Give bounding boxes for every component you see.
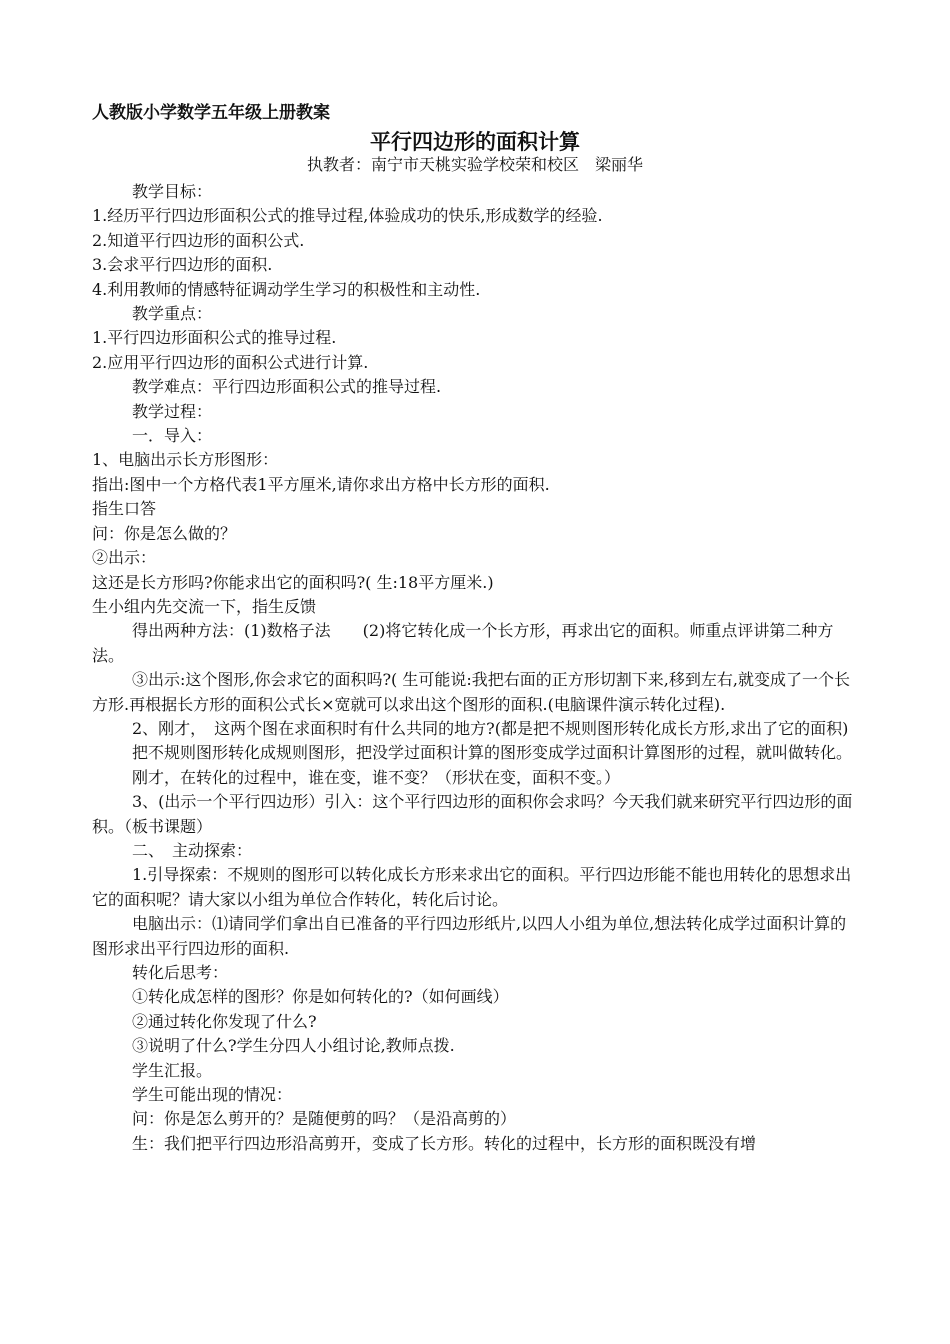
paragraph: 2、刚才， 这两个图在求面积时有什么共同的地方?(都是把不规则图形转化成长方形,求出了它的面积) [132, 718, 849, 738]
paragraph: ③说明了什么?学生分四人小组讨论,教师点拨. [132, 1036, 455, 1056]
paragraph: 指生口答 [92, 499, 157, 519]
paragraph: 3.会求平行四边形的面积. [92, 255, 273, 275]
paragraph: 指出:图中一个方格代表1平方厘米,请你求出方格中长方形的面积. [92, 474, 550, 494]
paragraph: 得出两种方法：(1)数格子法 (2)将它转化成一个长方形，再求出它的面积。师重点评讲第二种方法。 [92, 621, 834, 665]
paragraph: 1、电脑出示长方形图形： [92, 450, 279, 470]
paragraph: 学生汇报。 [132, 1060, 213, 1080]
paragraph: 教学难点：平行四边形面积公式的推导过程. [132, 377, 442, 397]
paragraph: 生小组内先交流一下，指生反馈 [92, 596, 317, 616]
paragraph: 问：你是怎么做的？ [92, 523, 237, 543]
paragraph: ②出示： [92, 548, 157, 568]
paragraph: 2.知道平行四边形的面积公式. [92, 230, 305, 250]
document-title: 平行四边形的面积计算 [370, 130, 580, 154]
paragraph: 把不规则图形转化成规则图形，把没学过面积计算的图形变成学过面积计算图形的过程，就叫做转化。 [132, 743, 853, 763]
paragraph: 教学重点： [132, 304, 213, 324]
paragraph: 教学过程： [132, 401, 213, 421]
paragraph: 3、(出示一个平行四边形）引入：这个平行四边形的面积你会求吗？今天我们就来研究平行四边形的面积。（板书课题） [92, 792, 853, 836]
paragraph: 4.利用教师的情感特征调动学生学习的积极性和主动性. [92, 279, 481, 299]
paragraph: 1.引导探索：不规则的图形可以转化成长方形来求出它的面积。平行四边形能不能也用转化的思想求出它的面积呢？请大家以小组为单位合作转化，转化后讨论。 [92, 865, 852, 909]
paragraph: 这还是长方形吗?你能求出它的面积吗?( 生:18平方厘米.) [92, 572, 494, 592]
paragraph: ③出示:这个图形,你会求它的面积吗?( 生可能说:我把右面的正方形切割下来,移到左右,就变成了一个长方形.再根据长方形的面积公式长×宽就可以求出这个图形的面积.(电脑课件演示转化过程). [92, 670, 850, 714]
paragraph: 转化后思考： [132, 963, 229, 982]
paragraph: 1.平行四边形面积公式的推导过程. [92, 328, 337, 348]
document-body [92, 180, 862, 1156]
paragraph: 电脑出示：⑴请同学们拿出自已准备的平行四边形纸片,以四人小组为单位,想法转化成学过面积计算的图形求出平行四边形的面积. [92, 914, 847, 958]
paragraph: 2.应用平行四边形的面积公式进行计算. [92, 352, 369, 372]
paragraph: 教学目标： [132, 182, 213, 201]
document-header: 人教版小学数学五年级上册教案 [92, 103, 330, 123]
paragraph: 问：你是怎么剪开的？是随便剪的吗？（是沿高剪的） [132, 1109, 517, 1129]
paragraph: 刚才，在转化的过程中，谁在变，谁不变？（形状在变，面积不变。） [132, 767, 621, 787]
paragraph: 生：我们把平行四边形沿高剪开，变成了长方形。转化的过程中，长方形的面积既没有增 [132, 1133, 757, 1153]
paragraph: 二、 主动探索： [132, 840, 253, 860]
paragraph: 一．导入： [132, 426, 213, 446]
paragraph: 学生可能出现的情况： [132, 1085, 293, 1105]
paragraph: 1.经历平行四边形面积公式的推导过程,体验成功的快乐,形成数学的经验. [92, 206, 603, 226]
paragraph: ①转化成怎样的图形？你是如何转化的?（如何画线） [132, 987, 509, 1007]
paragraph: ②通过转化你发现了什么? [132, 1011, 317, 1031]
document-author: 执教者：南宁市天桃实验学校荣和校区 梁丽华 [306, 155, 643, 174]
